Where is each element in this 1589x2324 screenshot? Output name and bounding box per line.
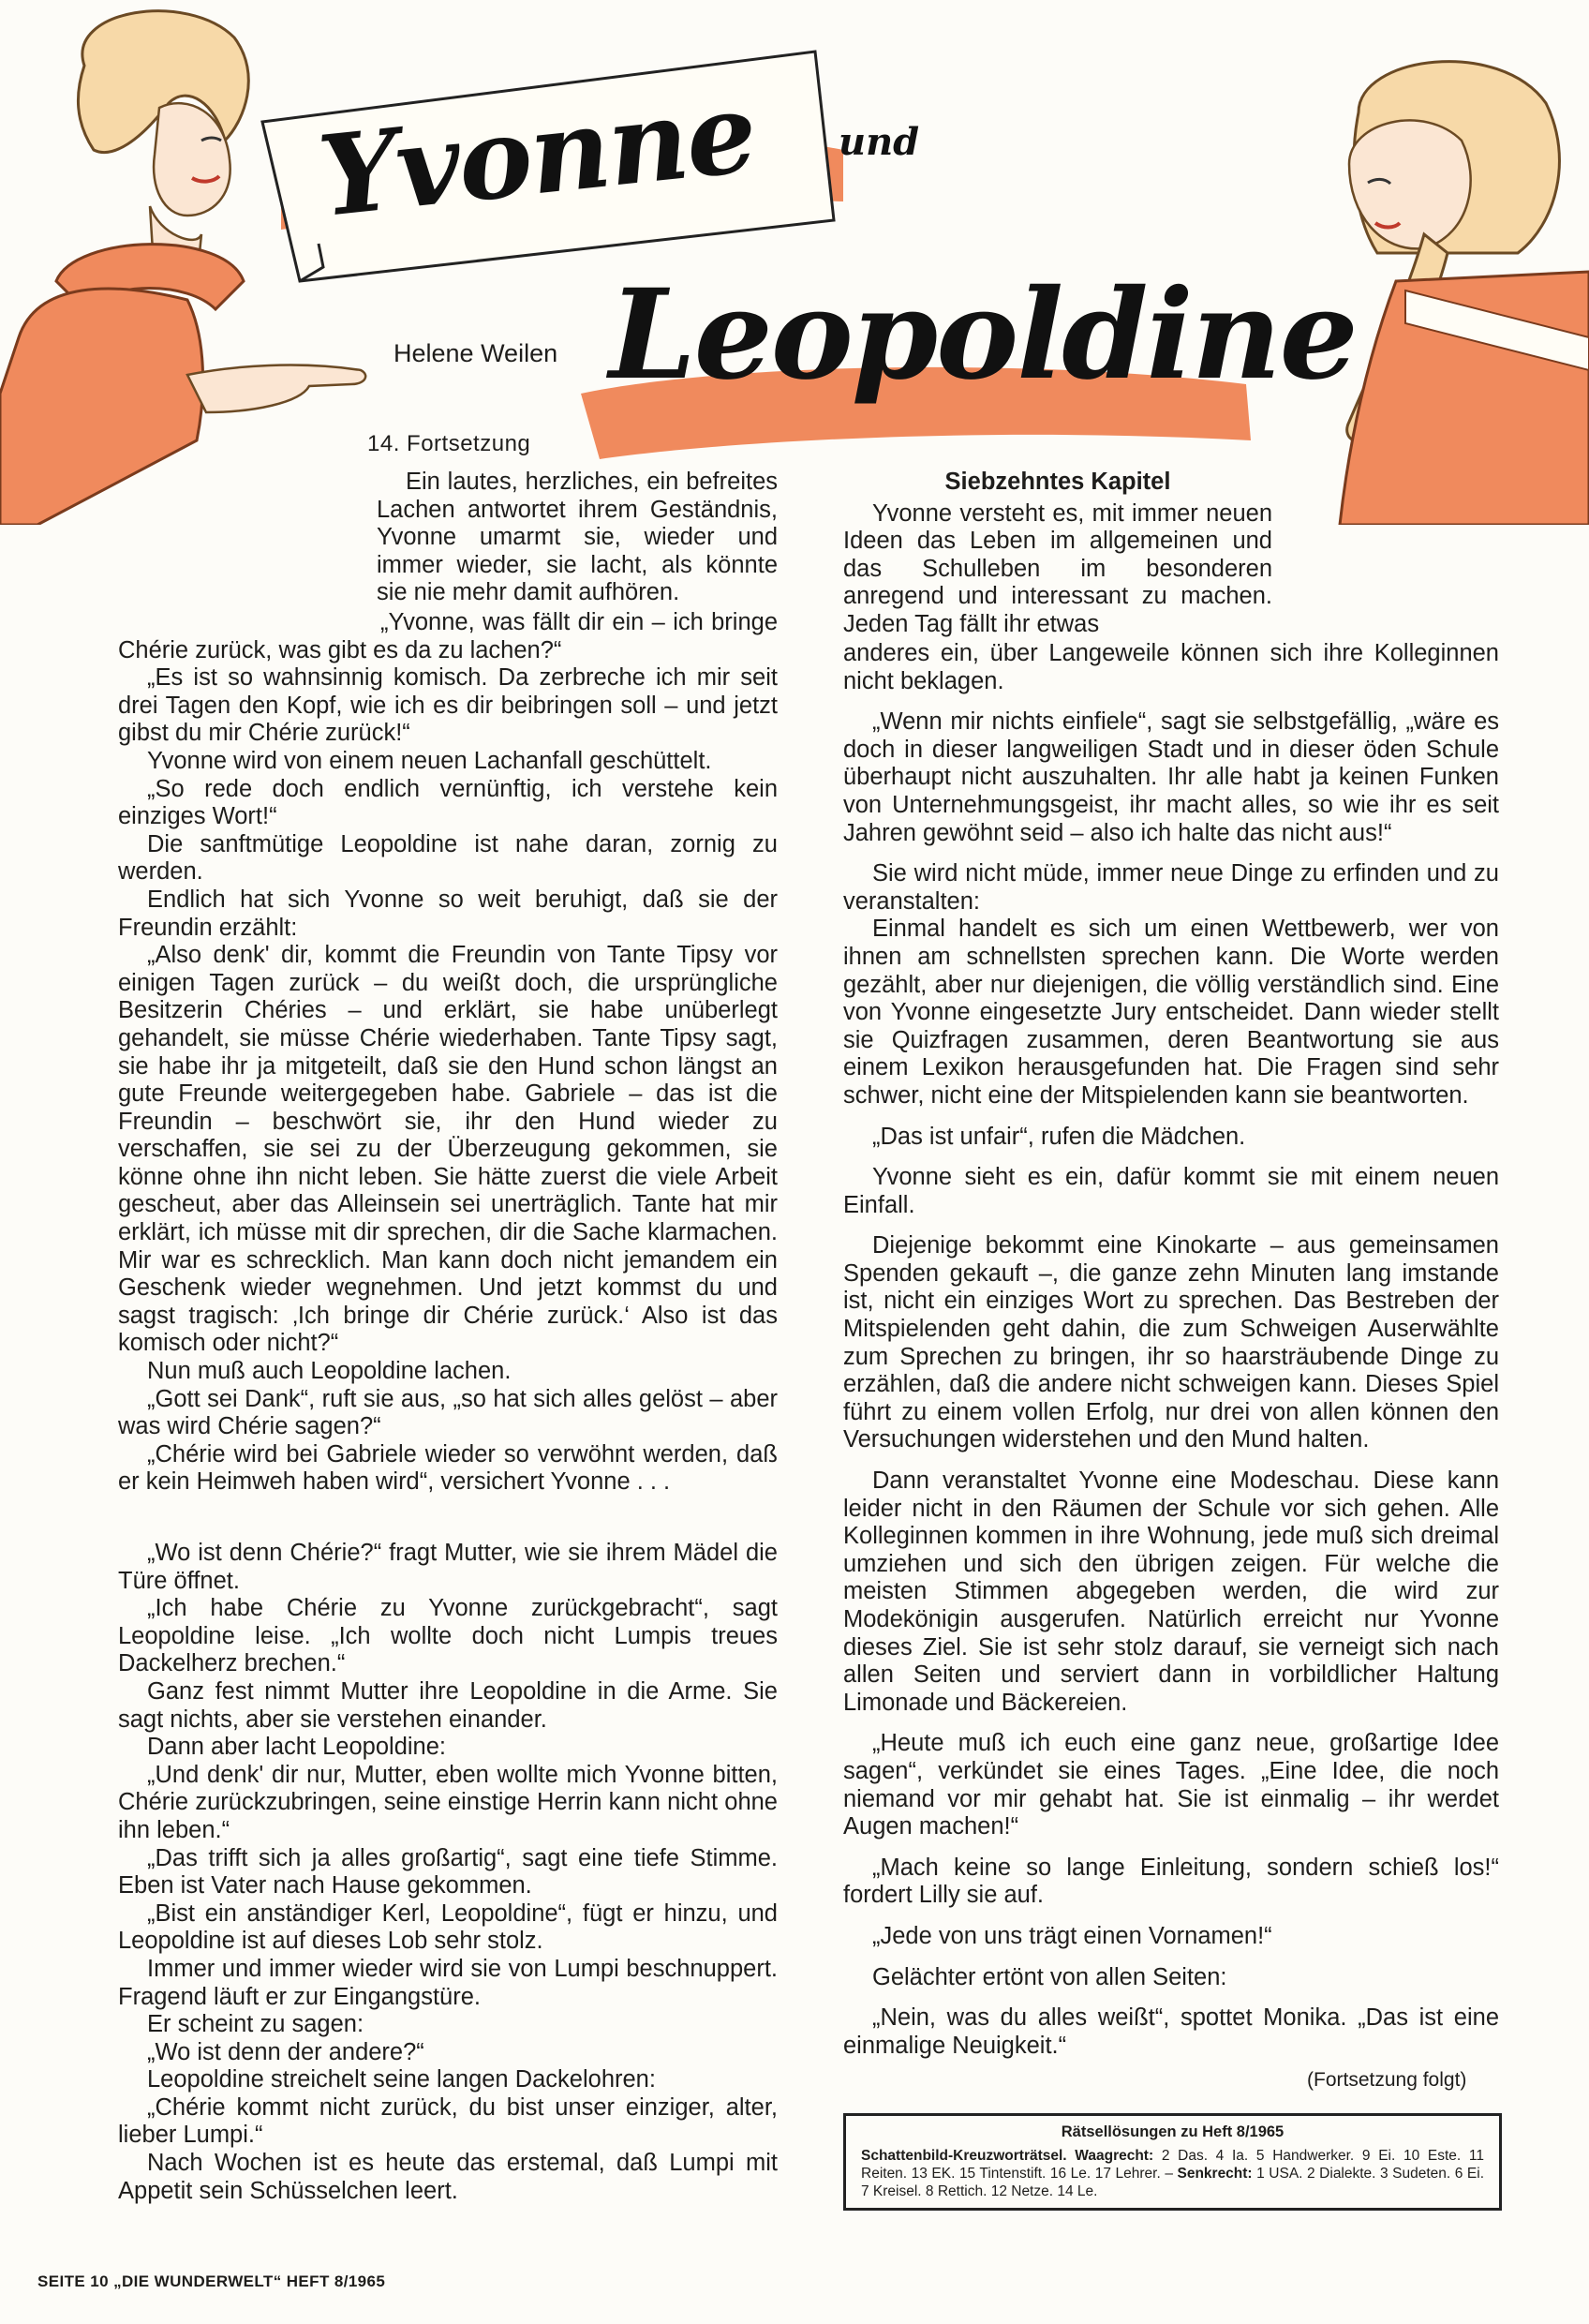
paragraph: Ganz fest nimmt Mutter ihre Leopoldine in die Arme. Sie sagt nichts, aber sie verstehen einander. [118,1677,778,1733]
right-column-top [843,469,1272,639]
chapter-heading: Siebzehntes Kapitel [944,469,1171,495]
paragraph: „Das trifft sich ja alles großartig“, sagt eine tiefe Stimme. Eben ist Vater nach Hause gekommen. [118,1844,778,1899]
puzzle-box-text [861,2147,1484,2200]
paragraph: „Bist ein anständiger Kerl, Leopoldine“, fügt er hinzu, und Leopoldine ist auf dieses Lob sehr stolz. [118,1899,778,1955]
paragraph: Dann aber lacht Leopoldine: [147,1734,446,1761]
page-footer: SEITE 10 „DIE WUNDERWELT“ HEFT 8/1965 [37,2272,386,2290]
paragraph: Gelächter ertönt von allen Seiten: [872,1963,1227,1990]
paragraph: „Ich habe Chérie zu Yvonne zurückgebracht“, sagt Leopoldine leise. „Ich wollte doch nicht Lumpis treues Dackelherz brechen.“ [118,1595,778,1677]
paragraph: „Mach keine so lange Einleitung, sondern schieß los!“ fordert Lilly sie auf. [843,1854,1499,1909]
paragraph: Diejenige bekommt eine Kinokarte – aus gemeinsamen Spenden gekauft –, die ganze zehn Minuten lang imstande ist, nicht ein einziges Wort zu sprechen. Das Bestreben der Mitspielenden geht dahin, die zum Schweigen Auserwählte zum Sprechen zu bringen, ihr so haarsträubende Dinge zu erzählen, daß die andere nicht schweigen kann. Dieses Spiel führt zu einem vollen Erfolg, nur drei von allen können den Versuchungen widerstehen und den Mund halten. [843,1232,1499,1453]
paragraph: Er scheint zu sagen: [147,2011,364,2038]
paragraph: Ein lautes, herzliches, ein befreites Lachen antwortet ihrem Geständnis, Yvonne umarmt sie, wieder und immer wieder, sie lacht, als könnte sie nie mehr damit aufhören. [377,469,778,606]
paragraph: „Wo ist denn der andere?“ [147,2038,424,2065]
puzzle-lead: Schattenbild-Kreuzworträtsel. Waagrecht: [861,2148,1154,2164]
author-name: Helene Weilen [394,339,558,367]
left-column [377,469,778,607]
puzzle-across: 2 Das. 4 Ia. 5 Handwerker. 9 Ei. 10 Este. 11 Reiten. 13 EK. 15 Tintenstift. 16 Le. 17 Lehrer. – [861,2148,1484,2182]
paragraph: „Wenn mir nichts einfiele“, sagt sie selbstgefällig, „wäre es doch in dieser langweiligen Stadt und in dieser öden Schule überhaupt nicht auszuhalten. Ihr alle habt ja keinen Funken von Unternehmungsgeist, ihr macht alles, so wie ihr es seit Jahren gewöhnt seid – also ich halte das nicht aus!“ [843,708,1499,846]
paragraph: „Heute muß ich euch eine ganz neue, großartige Idee sagen“, verkündet sie eines Tages. „Eine Idee, die noch niemand vor mir gehabt hat. Sie ist einmalig – ihr werdet Augen machen!“ [843,1730,1499,1840]
installment-label: 14. Fortsetzung [367,431,531,456]
paragraph: Nach Wochen ist es heute das erstemal, daß Lumpi mit Appetit sein Schüsselchen leert. [118,2150,778,2204]
puzzle-down: 1 USA. 2 Dialekte. 3 Sudeten. 6 Ei. 7 Kreisel. 8 Rettich. 12 Netze. 14 Le. [861,2166,1485,2199]
right-column [843,640,1499,2060]
title-und: und [839,120,920,164]
paragraph: Yvonne sieht es ein, dafür kommt sie mit einem neuen Einfall. [843,1164,1499,1218]
paragraph: Endlich hat sich Yvonne so weit beruhigt, daß sie der Freundin erzählt: [118,886,778,941]
paragraph: Yvonne wird von einem neuen Lachanfall geschüttelt. [147,747,712,774]
paragraph: „Chérie kommt nicht zurück, du bist unser einziger, alter, lieber Lumpi.“ [118,2093,778,2149]
paragraph: „Also denk' dir, kommt die Freundin von Tante Tipsy vor einigen Tagen zurück – du weißt doch, die ursprüngliche Besitzerin Chéries – und erklärt, sie habe unüberlegt gehandelt, sie müsse Chérie wiederhaben. Tante Tipsy sagt, sie habe ihr ja mitgeteilt, daß sie den Hund schon längst an gute Freunde weitergegeben habe. Gabriele – das ist die Freundin – beschwört sie, ihr den Hund wieder zu verschaffen, sie sei zu der Überzeugung gekommen, sie könne ohne ihn nicht leben. Sie hätte zuerst die viele Arbeit gescheut, aber das Alleinsein sei unerträglich. Tante hat mir erklärt, ich müsse mit dir sprechen, dir die Sache klarmachen. Mir war es schrecklich. Man kann doch nicht jemandem ein Geschenk wieder wegnehmen. Und jetzt kommst du und sagst tragisch: ‚Ich bringe dir Chérie zurück.‘ Also ist das komisch oder nicht?“ [118,942,778,1357]
paragraph: „Das ist unfair“, rufen die Mädchen. [872,1123,1246,1150]
right-girl-illustration [1340,62,1589,525]
paragraph: „Jede von uns trägt einen Vornamen!“ [872,1922,1272,1949]
paragraph: anderes ein, über Langeweile können sich ihre Kolleginnen nicht beklagen. [843,640,1499,694]
paragraph: „Nein, was du alles weißt“, spottet Monika. „Das ist eine einmalige Neuigkeit.“ [843,2004,1499,2059]
paragraph: Dann veranstaltet Yvonne eine Modeschau. Diese kann leider nicht in den Räumen der Schule vor sich gehen. Alle Kolleginnen kommen in ihre Wohnung, jede muß sich dreimal umziehen und sich den übrigen zeigen. Für welche die meisten Stimmen abgegeben werden, die wird zur Modekönigin ausgerufen. Natürlich erreicht nur Yvonne dieses Ziel. Sie ist sehr stolz darauf, sie verneigt sich nach allen Seiten und serviert dann in vorbildlicher Haltung Limonade und Bäckereien. [843,1467,1499,1716]
puzzle-down-label: Senkrecht: [1177,2166,1253,2182]
left-column-main [118,609,778,2205]
paragraph: Nun muß auch Leopoldine lachen. [147,1358,512,1385]
to-be-continued: (Fortsetzung folgt) [1307,2069,1467,2091]
paragraph: „Gott sei Dank“, ruft sie aus, „so hat sich alles gelöst – aber was wird Chérie sagen?“ [118,1385,778,1440]
paragraph: Einmal handelt es sich um einen Wettbewerb, wer von ihnen am schnellsten sprechen kann. Die Worte werden gezählt, aber nur diejenigen, die völlig verständlich sind. Eine von Yvonne eingesetzte Jury entscheidet. Dann wieder stellt sie Quizfragen zusammen, deren Beantwortung sie aus einem Lexikon herausgefunden hat. Die Fragen sind sehr schwer, nicht eine der Mitspielenden kann sie beantworten. [843,916,1499,1109]
paragraph: Die sanftmütige Leopoldine ist nahe daran, zornig zu werden. [118,830,778,886]
paragraph: „Es ist so wahnsinnig komisch. Da zerbreche ich mir seit drei Tagen den Kopf, wie ich es dir beibringen soll – und jetzt gibst du mir Chérie zurück!“ [118,664,778,747]
paragraph: Leopoldine streichelt seine langen Dackelohren: [147,2066,656,2093]
paragraph: Yvonne versteht es, mit immer neuen Ideen das Leben im allgemeinen und das Schulleben im besonderen anregend und interessant zu machen. Jeden Tag fällt ihr etwas [843,499,1272,637]
paragraph: „Chérie wird bei Gabriele wieder so verwöhnt werden, daß er kein Heimweh haben wird“, versichert Yvonne . . . [118,1440,778,1496]
paragraph: „Wo ist denn Chérie?“ fragt Mutter, wie sie ihrem Mädel die Türe öffnet. [118,1540,778,1594]
puzzle-solutions-box [843,2113,1502,2211]
paragraph: „Und denk' dir nur, Mutter, eben wollte mich Yvonne bitten, Chérie zurückzubringen, seine einstige Herrin kann nicht ohne ihn leben.“ [118,1761,778,1843]
paragraph: „Yvonne, was fällt dir ein – ich bringe Chérie zurück, was gibt es da zu lachen?“ [118,609,778,663]
puzzle-box-title: Rätsellösungen zu Heft 8/1965 [1061,2123,1285,2140]
paragraph: „So rede doch endlich vernünftig, ich verstehe kein einziges Wort!“ [118,775,778,830]
title-leopoldine: Leopoldine [609,262,1357,408]
paragraph: Sie wird nicht müde, immer neue Dinge zu erfinden und zu veranstalten: [843,860,1499,915]
title-yvonne: Yvonne [313,67,762,242]
paragraph: Immer und immer wieder wird sie von Lumpi beschnuppert. Fragend läuft er zur Eingangstüre. [118,1955,778,2010]
